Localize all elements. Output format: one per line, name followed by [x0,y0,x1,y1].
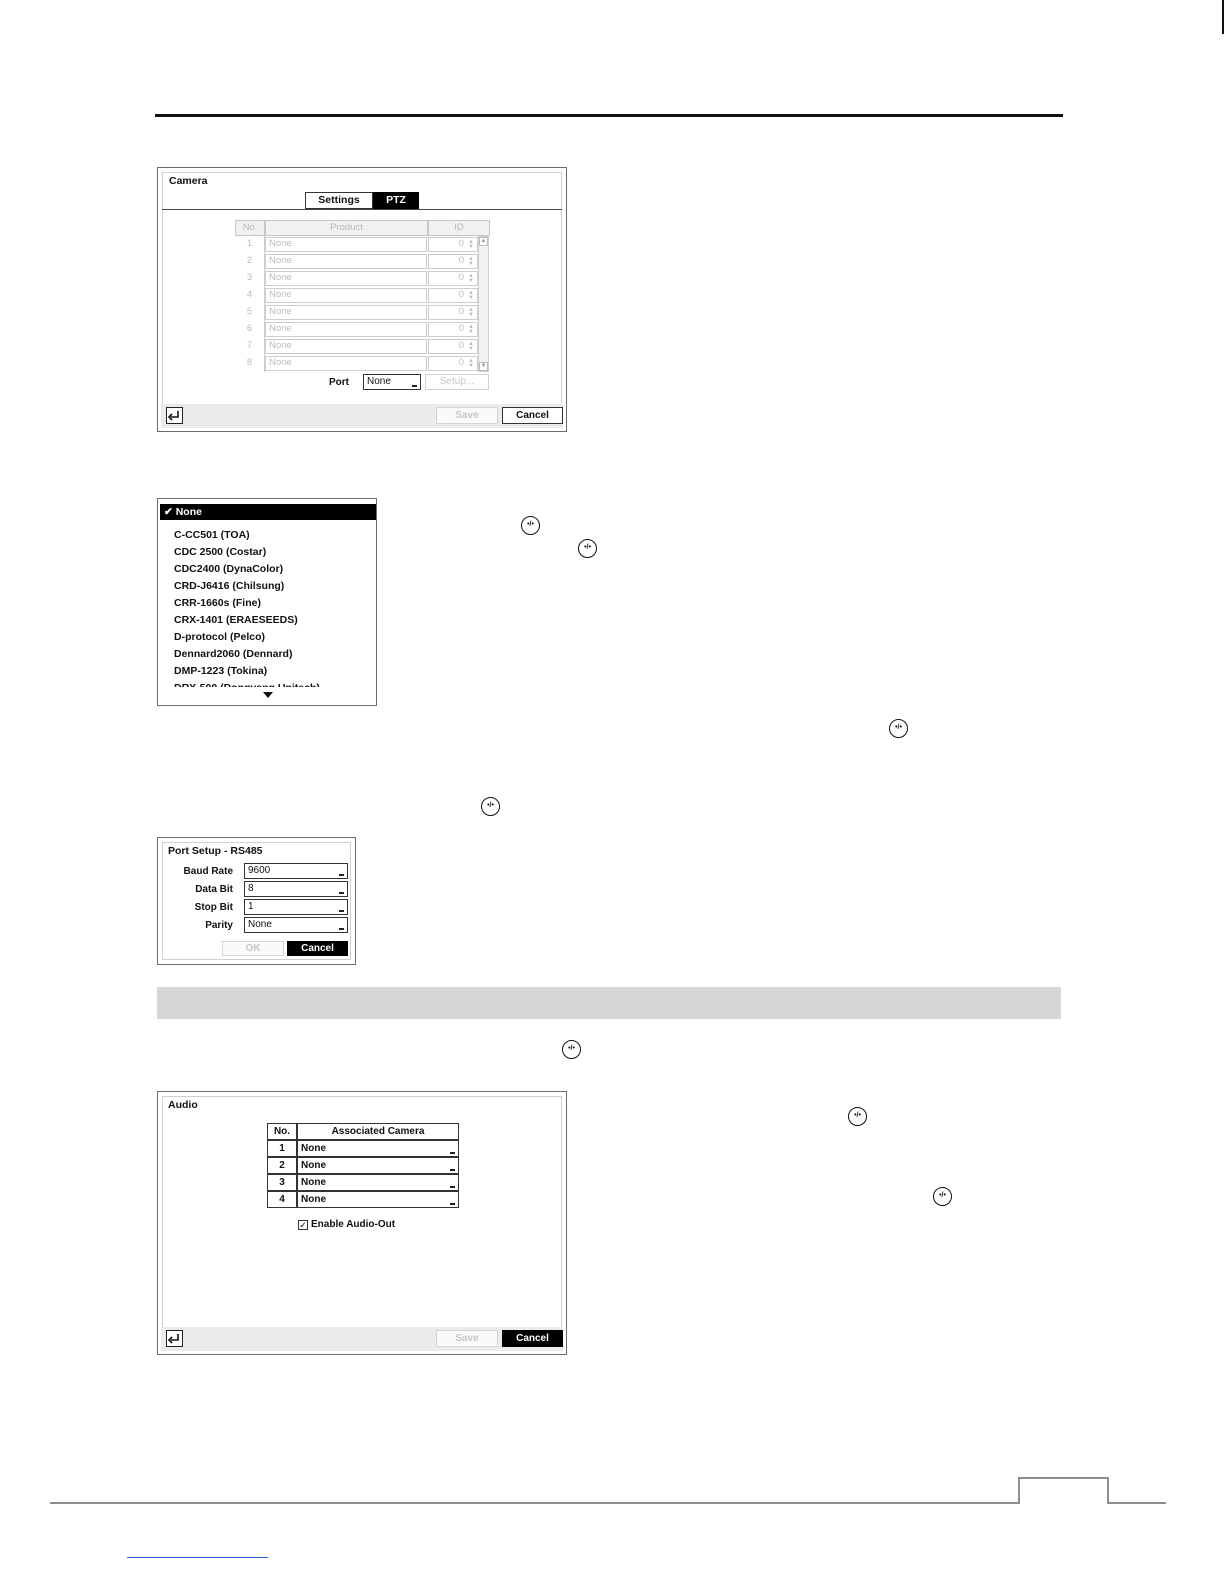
product-value: None [269,340,292,351]
enter-button-icon: •/• [578,539,597,558]
dialog-footer [161,404,563,428]
table-row [235,287,478,304]
enable-audio-out-label: Enable Audio-Out [311,1219,396,1230]
stop-bit-value: 1 [248,901,254,912]
column-header-no: No. [267,1123,297,1140]
associated-camera-value: None [301,1194,326,1205]
dialog-title: Port Setup - RS485 [168,845,263,857]
dropdown-caret-icon [339,874,344,876]
spinner-arrows-icon[interactable]: ▲ ▼ [468,239,474,250]
baud-rate-value: 9600 [248,865,271,876]
header-rule [155,114,1063,117]
id-value: 0 [458,306,464,317]
stop-bit-label: Stop Bit [194,902,233,913]
spinner-arrows-icon[interactable]: ▲ ▼ [468,256,474,267]
table-row [235,304,478,321]
table-row [235,253,478,270]
ptz-table [235,220,490,372]
associated-camera-select[interactable] [297,1191,459,1208]
enter-button-icon: •/• [521,516,540,535]
id-spinner[interactable] [428,356,478,371]
id-value: 0 [458,255,464,266]
column-header-product: Product [265,220,428,236]
associated-camera-select[interactable] [297,1174,459,1191]
id-value: 0 [458,340,464,351]
enter-button-icon: •/• [562,1040,581,1059]
enter-button-icon: •/• [933,1187,952,1206]
spinner-arrows-icon[interactable]: ▲ ▼ [468,273,474,284]
parity-label: Parity [205,920,233,931]
associated-camera-value: None [301,1143,326,1154]
product-value: None [269,323,292,334]
list-item[interactable]: Dennard2060 (Dennard) [174,648,293,660]
product-value: None [269,238,292,249]
cancel-button[interactable]: Cancel [287,941,348,956]
dropdown-caret-icon [339,892,344,894]
row-number: 1 [267,1140,297,1157]
cancel-button[interactable]: Cancel [502,1330,563,1347]
id-value: 0 [458,238,464,249]
id-spinner[interactable] [428,339,478,354]
table-row [235,355,478,372]
spinner-arrows-icon[interactable]: ▲ ▼ [468,290,474,301]
save-button[interactable]: Save [436,407,498,424]
port-label: Port [329,377,349,388]
scroll-down-arrow-icon[interactable] [263,692,273,698]
product-dropdown-list [157,498,377,706]
port-value: None [367,376,391,387]
row-number: 6 [235,321,265,338]
id-spinner[interactable] [428,322,478,337]
port-setup-dialog [157,837,356,965]
scroll-up-icon[interactable]: ▲ [480,238,487,244]
port-select[interactable] [363,374,421,390]
list-item[interactable]: CRR-1660s (Fine) [174,597,261,609]
id-value: 0 [458,323,464,334]
data-bit-select[interactable] [244,881,348,897]
associated-camera-value: None [301,1177,326,1188]
table-scrollbar[interactable] [478,236,489,372]
product-value: None [269,357,292,368]
dropdown-caret-icon [450,1203,455,1205]
list-item[interactable]: C-CC501 (TOA) [174,529,250,541]
table-row [235,338,478,355]
enter-button-icon: •/• [889,719,908,738]
scroll-down-icon[interactable]: ▼ [480,363,487,369]
tab-settings[interactable]: Settings [305,192,373,209]
dropdown-caret-icon [450,1186,455,1188]
dialog-title: Camera [169,175,208,187]
list-item[interactable]: CDC 2500 (Costar) [174,546,267,558]
link-underline [127,1557,268,1558]
id-spinner[interactable] [428,305,478,320]
dropdown-caret-icon [450,1169,455,1171]
page-number-tab [1018,1477,1109,1504]
row-number: 4 [267,1191,297,1208]
dropdown-caret-icon [450,1152,455,1154]
spinner-arrows-icon[interactable]: ▲ ▼ [468,358,474,369]
product-value: None [269,306,292,317]
table-row [235,270,478,287]
cancel-button[interactable]: Cancel [502,407,563,424]
product-value: None [269,289,292,300]
product-value: None [269,272,292,283]
row-number: 3 [267,1174,297,1191]
list-item[interactable]: CRD-J6416 (Chilsung) [174,580,285,592]
row-number: 2 [235,253,265,270]
audio-dialog [157,1091,567,1355]
associated-camera-select[interactable] [297,1157,459,1174]
baud-rate-select[interactable] [244,863,348,879]
data-bit-label: Data Bit [195,884,233,895]
id-spinner[interactable] [428,254,478,269]
dropdown-caret-icon [339,910,344,912]
id-value: 0 [458,289,464,300]
enable-audio-out-checkbox[interactable]: ✓ [299,1220,307,1230]
row-number: 2 [267,1157,297,1174]
dialog-footer [161,1327,563,1351]
column-header-associated-camera: Associated Camera [297,1123,459,1140]
id-spinner[interactable] [428,271,478,286]
associated-camera-value: None [301,1160,326,1171]
ok-button[interactable]: OK [222,941,284,956]
back-arrow-icon[interactable] [166,1330,183,1347]
enter-button-icon: •/• [481,797,500,816]
stop-bit-select[interactable] [244,899,348,915]
camera-ptz-dialog [157,167,567,432]
back-arrow-icon[interactable] [166,407,183,424]
associated-camera-select[interactable] [297,1140,459,1157]
section-heading-band [157,987,1061,1019]
row-number: 4 [235,287,265,304]
parity-select[interactable] [244,917,348,933]
id-value: 0 [458,272,464,283]
spinner-arrows-icon[interactable]: ▲ ▼ [468,341,474,352]
save-button[interactable]: Save [436,1330,498,1347]
table-row [235,236,478,253]
row-number: 8 [235,355,265,372]
tab-ptz[interactable]: PTZ [373,192,419,209]
dropdown-caret-icon [412,385,417,387]
enter-button-icon: •/• [848,1107,867,1126]
spinner-arrows-icon[interactable]: ▲ ▼ [468,307,474,318]
column-header-no: No. [235,220,265,236]
row-number: 3 [235,270,265,287]
row-number: 5 [235,304,265,321]
list-item[interactable]: CRX-1401 (ERAESEEDS) [174,614,298,626]
parity-value: None [248,919,272,930]
id-spinner[interactable] [428,288,478,303]
data-bit-value: 8 [248,883,254,894]
product-value: None [269,255,292,266]
baud-rate-label: Baud Rate [183,866,233,877]
setup-button[interactable]: Setup... [425,374,489,390]
spinner-arrows-icon[interactable]: ▲ ▼ [468,324,474,335]
list-item[interactable]: DMP-1223 (Tokina) [174,665,268,677]
row-number: 7 [235,338,265,355]
dropdown-caret-icon [339,928,344,930]
id-value: 0 [458,357,464,368]
row-number: 1 [235,236,265,253]
id-spinner[interactable] [428,237,478,252]
list-item[interactable]: D-protocol (Pelco) [174,631,265,643]
column-header-id: ID [428,220,490,236]
table-row [235,321,478,338]
dropdown-selected-item[interactable]: ✔ None [160,504,376,520]
list-item[interactable]: CDC2400 (DynaColor) [174,563,284,575]
tab-divider [162,209,562,210]
dialog-title: Audio [168,1099,198,1111]
footer-rule [50,1502,1166,1504]
